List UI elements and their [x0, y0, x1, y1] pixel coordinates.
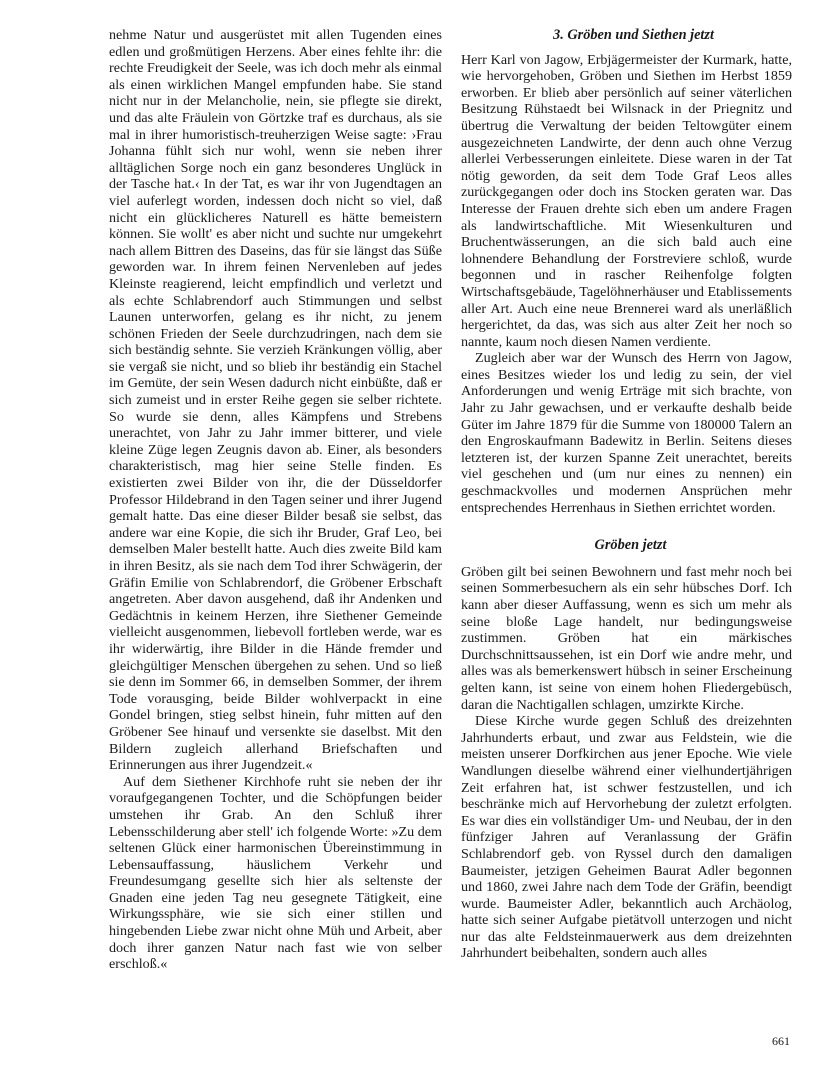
- paragraph: Zugleich aber war der Wunsch des Herrn von Jagow, eines Besitzes wieder los und ledig zu sein, der viel Anforderungen und wenig Erträge mit sich brachte, von Jahr zu Jahr gewachsen, und er verkaufte deshalb beide Güter im Jahre 1879 für die Summe von 180000 Talern an den Engroskaufmann Badewitz in Berlin. Seitens dieses letzteren ist, der kurzen Spanne Zeit unerachtet, bereits viel geschehen und (um nur eines zu nennen) ein geschmackvolles und modernen Ansprüchen mehr entsprechendes Herrenhaus in Siethen errichtet worden.: [461, 350, 792, 516]
- right-text-column: [461, 27, 792, 962]
- paragraph: Gröben gilt bei seinen Bewohnern und fast mehr noch bei seinen Sommerbesuchern als ein sehr hübsches Dorf. Ich kann aber dieser Auffassung, wenn es sich um mehr als seine bloße Lage handelt, nur bedingungsweise zustimmen. Gröben hat ein märkisches Durchschnittsaussehen, ist ein Dorf wie andre mehr, und alles was als bemerkenswert hübsch in seiner Erscheinung gelten kann, ist seine von einem hohen Fliedergebüsch, daran die Nachtigallen schlagen, umzirkte Kirche.: [461, 563, 792, 713]
- page-number: 661: [772, 1034, 790, 1048]
- paragraph: Herr Karl von Jagow, Erbjägermeister der Kurmark, hatte, wie hervorgehoben, Gröben und Siethen im Herbst 1859 erworben. Er blieb aber persönlich auf seiner väterlichen Besitzung Rühstaedt bei Wilsnack in der Priegnitz und übertrug die Verwaltung der beiden Teltowgüter einem ausgezeichneten Landwirte, der denn auch ohne Verzug allerlei Verbesserungen einleitete. Diese waren in der Tat nötig geworden, da seit dem Tode Graf Leos alles zurückgegangen oder doch ins Stocken geraten war. Das Interesse der Frauen drehte sich eben um andere Fragen als landwirtschaftliche. Mit Wiesenkulturen und Bruchentwässerungen, an die sich bald auch eine lohnendere Behandlung der Forstreviere schloß, wurde begonnen und in rascher Reihenfolge folgten Wirtschaftsgebäude, Tagelöhnerhäuser und Etablissements aller Art. Auch eine neue Brennerei ward als unerläßlich hergerichtet, da das, was sich aus alter Zeit her noch so nannte, kaum noch diesen Namen verdiente.: [461, 51, 792, 350]
- section-heading: 3. Gröben und Siethen jetzt: [553, 27, 714, 43]
- paragraph: nehme Natur und ausgerüstet mit allen Tugenden eines edlen und großmütigen Herzens. Aber eines fehlte ihr: die rechte Freudigkeit der Seele, was ich doch mehr als einmal als einen wirklichen Mangel empfunden habe. Sie stand nicht nur in der Melancholie, nein, sie pflegte sie direkt, und das alte Fräulein von Görtzke traf es durchaus, als sie mal in ihrer humoristisch-treuherzigen Weise sagte: ›Frau Johanna fühlt sich nur wohl, wenn sie neben ihrer alltäglichen Sorge noch ein ganz besonderes Unglück in der Tasche hat.‹ In der Tat, es war ihr von Jugendtagen an viel auferlegt worden, indessen doch nicht so viel, daß nicht ein glücklicheres Naturell es hätte bemeistern können. Sie wollt' es aber nicht und suchte nur umgekehrt nach allem Bittren des Daseins, das für sie längst das Süße geworden war. In ihrem feinen Nervenleben auf jedes Kleinste reagierend, leicht empfindlich und verletzt und als echte Schlabrendorf auch Stimmungen und selbst Launen unterworfen, gelang es ihr nicht, zu jenem schönen Frieden der Seele durchzudringen, nach dem sie sich beständig sehnte. Sie verzieh Kränkungen völlig, aber sie vergaß sie nicht, und so blieb ihr beständig ein Stachel im Gemüte, der sein Wesen dadurch nicht einbüßte, daß er sich zumeist und in erster Reihe gegen sie selber richtete. So wurde sie denn, alles Kämpfens und Strebens unerachtet, von Jahr zu Jahr immer bitterer, und viele kleine Züge legen Zeugnis davon ab. Einer, als besonders charakteristisch, mag hier seine Stelle finden. Es existierten zwei Bilder von ihr, die der Düsseldorfer Professor Hildebrand in den Tagen seiner und ihrer Jugend gemalt hatte. Das eine dieser Bilder besaß sie selbst, das andere war eine Kopie, die sich ihr Bruder, Graf Leo, bei demselben Maler bestellt hatte. Auch dies zweite Bild kam in ihren Besitz, als sie nach dem Tod ihrer Schwägerin, der Gräfin Emilie von Schlabrendorf, die Gröbener Erbschaft angetreten. Aber davon ausgehend, daß ihr Andenken und Gedächtnis in keinem Herzen, ihre Siethener Gemeinde vielleicht ausgenommen, liebevoll fortleben werde, war es ihr widerwärtig, ihre Bilder in die Hände fremder und gleichgültiger Menschen übergehen zu sehen. Und so ließ sie denn im Sommer 66, in demselben Sommer, der ihrem Tode vorausging, beide Bilder wohlverpackt in eine Gondel bringen, stieg selbst hinein, fuhr mitten auf den Gröbener See hinauf und versenkte sie daselbst. Mit den Bildern zugleich allerhand Briefschaften und Erinnerungen aus ihrer Jugendzeit.«: [109, 27, 442, 774]
- subsection-heading: Gröben jetzt: [594, 537, 667, 554]
- paragraph: Auf dem Siethener Kirchhofe ruht sie neben der ihr voraufgegangenen Tochter, und die Schöpfungen beider umstehen ihr Grab. An den Schluß ihrer Lebensschilderung aber stell' ich folgende Worte: »Zu dem seltenen Glück einer harmonischen Übereinstimmung in Lebensauffassung, häuslichem Verkehr und Freundesumgang gesellte sich hier als seltenste der Gnaden eine jeden Tag neu gesegnete Tätigkeit, eine Wirkungssphäre, wie sie sich einer stillen und hingebenden Liebe zwar nicht ohne Müh und Arbeit, aber doch ihrer ganzen Natur nach fast wie von selber erschloß.«: [109, 773, 442, 973]
- left-text-column: [109, 27, 442, 973]
- paragraph: Diese Kirche wurde gegen Schluß des dreizehnten Jahrhunderts erbaut, und zwar aus Feldstein, wie die meisten unserer Dorfkirchen aus jener Epoche. Wie viele Wandlungen dieselbe während einer vielhundertjährigen Zeit erfahren hat, ist schwer festzustellen, und ich beschränke mich auf Hervorhebung der zuletzt erfolgten. Es war dies ein vollständiger Um- und Neubau, der in den fünfziger Jahren auf Veranlassung der Gräfin Schlabrendorf geb. von Ryssel durch den damaligen Baumeister, jetzigen Geheimen Baurat Adler begonnen und 1860, zwei Jahre nach dem Tode der Gräfin, beendigt wurde. Baumeister Adler, bekanntlich auch Archäolog, hatte sich seiner Aufgabe pietätvoll unterzogen und nicht nur das alte Feldsteinmauerwerk aus dem dreizehnten Jahrhundert beibehalten, sondern auch alles: [461, 713, 792, 962]
